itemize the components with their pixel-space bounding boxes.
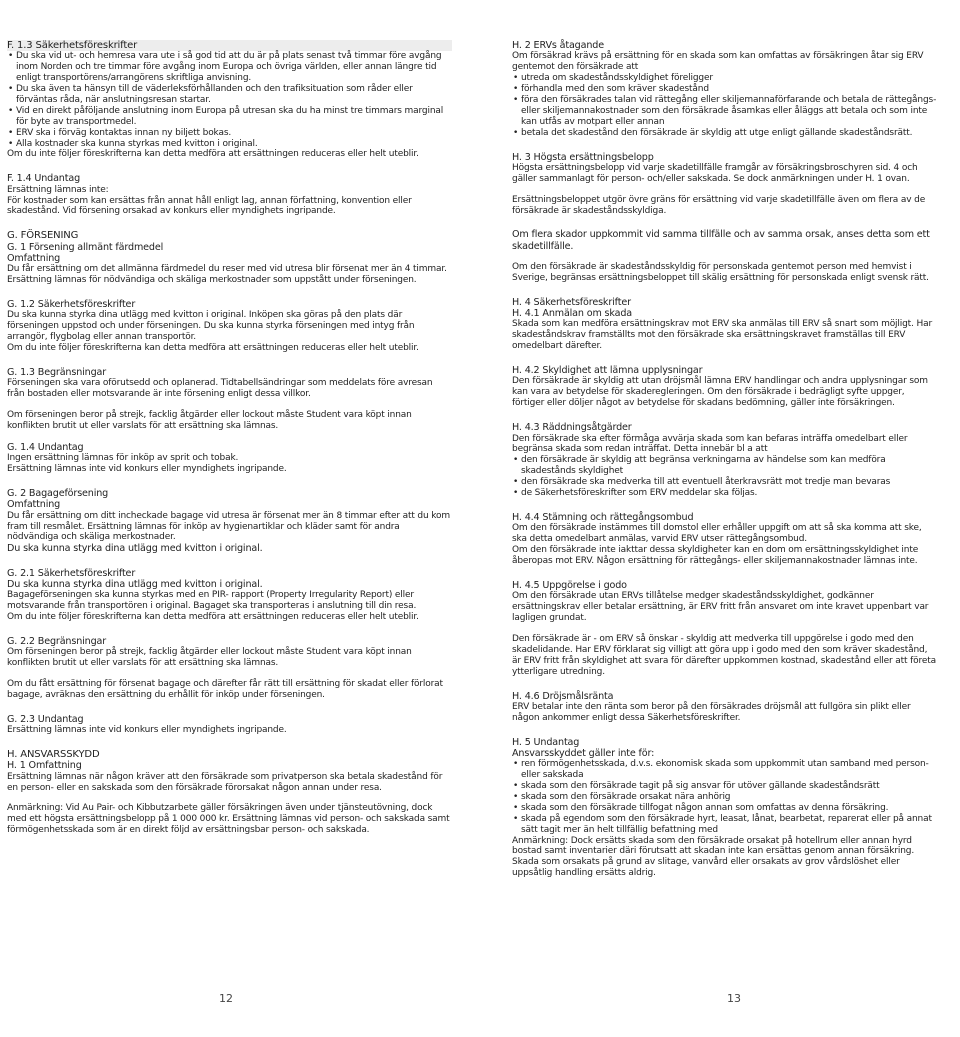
paragraph: Ingen ersättning lämnas för inköp av sprit och tobak.	[7, 453, 239, 464]
section-heading: H. 4.4 Stämning och rättegångsombud	[512, 511, 694, 523]
note-paragraph: Anmärkning: Vid Au Pair- och Kibbutzarbete gäller försäkringen även under tjänsteutövning, dock med ett högsta ersättningsbelopp på 1 000 000 kr. Ersättning lämnas vid person- och sakskada samt förmögenhetsskada som är en direkt följd av ersättningsbar person- och sakskada.	[7, 803, 450, 836]
list-item: • Vid en direkt påföljande anslutning inom Europa på utresan ska du ha minst tre timmars marginal för byte av transportmedel.	[7, 106, 452, 128]
section-heading: H. 1 Omfattning	[7, 760, 82, 772]
list-item: • utreda om skadeståndsskyldighet föreligger	[512, 73, 937, 84]
section-heading: H. 5 Undantag	[512, 736, 580, 748]
paragraph: Du får ersättning om det allmänna färdmedel du reser med vid utresa blir försenat mer än 4 timmar. Ersättning lämnas för nödvändiga och skäliga merkostnader som uppstått under förseningen.	[7, 264, 447, 286]
list-item: • förhandla med den som kräver skadestånd	[512, 84, 937, 95]
paragraph: Högsta ersättningsbelopp vid varje skadetillfälle framgår av försäkringsbroschyren sid. 4 och gäller sammanlagt för person- och/eller sakskada. Se dock anmärkningen under H. 1 ovan.	[512, 162, 918, 184]
paragraph: För kostnader som kan ersättas från annat håll enligt lag, annan författning, konvention eller skadestånd. Vid försening orsakad av konkurs eller myndighets ingripande.	[7, 195, 412, 217]
paragraph: Om den försäkrade utan ERVs tillåtelse medger skadeståndsskyldighet, godkänner ersättningskrav eller betalar ersättning, är ERV fritt från ansvaret om inte kravet uppenbart var lagligen grundat.	[512, 591, 929, 623]
paragraph: Skada som kan medföra ersättningskrav mot ERV ska anmälas till ERV så snart som möjligt. Har skadeståndskrav framställts mot den försäkrade ska ersättningskravet framställas till ERV omedelbart därefter.	[512, 319, 932, 352]
paragraph: Om den försäkrade instämmes till domstol eller erhåller uppgift om att så ska komma att ske, ska detta omedelbart anmälas, varvid ERV utser rättegångsombud.	[512, 523, 922, 545]
list-item: • betala det skadestånd den försäkrade är skyldig att utge enligt gällande skadeståndsrätt.	[512, 128, 937, 139]
section-f13	[7, 40, 452, 51]
subsection-label: Omfattning	[7, 499, 61, 511]
section-heading: H. 4.5 Uppgörelse i godo	[512, 579, 627, 591]
list-item: • skada som den försäkrade tillfogat någon annan som omfattas av denna försäkring.	[512, 803, 937, 814]
bullet-list	[7, 51, 452, 149]
paragraph: Du ska kunna styrka dina utlägg med kvitton i original. Inköpen ska göras på den plats där förseningen uppstod och under förseningen. Du ska kunna styrka förseningen med intyg från arrangör, flygbolag eller annan transportör.	[7, 310, 415, 343]
paragraph: Om du inte följer föreskrifterna kan detta medföra att ersättningen reduceras eller helt uteblir.	[7, 343, 419, 354]
section-heading: H. 3 Högsta ersättningsbelopp	[512, 151, 654, 163]
paragraph: Den försäkrade är - om ERV så önskar - skyldig att medverka till uppgörelse i godo med den skadelidande. Har ERV förklarat sig villigt att göra upp i godo med den som kräver skadestånd, är ERV fritt från skyldighet att svara för därefter uppkommen kostnad, skadestånd eller att företa ytterligare utredning.	[512, 633, 937, 677]
section-heading: H. 4.3 Räddningsåtgärder	[512, 422, 632, 434]
chapter-heading: H. ANSVARSSKYDD	[7, 749, 100, 761]
paragraph: Bagageförseningen ska kunna styrkas med en PIR- rapport (Property Irregularity Report) eller motsvarande från transportören i original. Bagaget ska transporteras i anslutning till din resa.	[7, 590, 417, 612]
paragraph: Du får ersättning om ditt incheckade bagage vid utresa är försenat mer än 8 timmar efter att du kom fram till resmålet. Ersättning lämnas för inköp av hygienartiklar och kläder samt för andra nödvändiga och skäliga merkostnader.	[7, 510, 450, 543]
left-column	[7, 40, 452, 836]
paragraph: Du ska kunna styrka dina utlägg med kvitton i original.	[7, 578, 263, 590]
right-column	[512, 40, 937, 879]
section-heading: F. 1.4 Undantag	[7, 173, 81, 185]
section-heading: G. 2.1 Säkerhetsföreskrifter	[7, 567, 136, 579]
paragraph: Den försäkrade ska efter förmåga avvärja skada som kan befaras inträffa omedelbart eller begränsa skada som redan inträffat. Detta innebär bl a att	[512, 433, 908, 455]
list-item: • den försäkrade ska medverka till att eventuell återkravsrätt mot tredje man bevaras	[512, 477, 937, 488]
paragraph: Förseningen ska vara oförutsedd och oplanerad. Tidtabellsändringar som meddelats före avresan från bostaden eller motsvarande är inte försening enligt dessa villkor.	[7, 378, 433, 400]
paragraph: Ersättning lämnas när någon kräver att den försäkrade som privatperson ska betala skadestånd för en person- eller en sakskada som den försäkrade förorsakat någon annan under resa.	[7, 771, 443, 793]
subsection-label: Omfattning	[7, 252, 61, 264]
list-item: • Alla kostnader ska kunna styrkas med kvitton i original.	[7, 139, 452, 150]
list-item: • de Säkerhetsföreskrifter som ERV meddelar ska följas.	[512, 488, 937, 499]
paragraph: Du ska kunna styrka dina utlägg med kvitton i original.	[7, 543, 263, 555]
paragraph: Om du fått ersättning för försenat bagage och därefter får rätt till ersättning för skadat eller förlorat bagage, avräknas den ersättning du erhållit för inköp under förseningen.	[7, 679, 443, 700]
section-heading: G. 1.2 Säkerhetsföreskrifter	[7, 299, 136, 311]
list-item: • Du ska vid ut- och hemresa vara ute i så god tid att du är på plats senast två timmar före avgång inom Norden och tre timmar före avgång inom Europa och övriga världen, eller annan längre tid enligt transportörens/arrangörens skriftliga anvisning.	[7, 51, 452, 84]
paragraph: Den försäkrade är skyldig att utan dröjsmål lämna ERV handlingar och andra upplysningar som kan vara av betydelse för skaderegleringen. Om den försäkrade i bedrägligt syfte uppger, förtiger eller döljer något av betydelse för skadans bedömning, gäller inte försäkringen.	[512, 376, 928, 409]
paragraph: Om försäkrad krävs på ersättning för en skada som kan omfattas av försäkringen åtar sig ERV gentemot den försäkrade att	[512, 51, 924, 73]
right-page	[480, 0, 960, 1037]
bullet-list	[512, 455, 937, 499]
section-heading: H. 4.6 Dröjsmålsränta	[512, 690, 614, 702]
note-paragraph	[512, 836, 937, 880]
list-item: • skada på egendom som den försäkrade hyrt, leasat, lånat, bearbetat, reparerat eller på annat sätt tagit mer än helt tillfällig befattning med	[512, 814, 937, 836]
paragraph: Om den försäkrade inte iakttar dessa skyldigheter kan en dom om ersättningsskyldighet inte åberopas mot ERV. Någon ersättning för rättegångs- eller skiljemannakostnader lämnas inte.	[512, 545, 919, 566]
list-item: • föra den försäkrades talan vid rättegång eller skiljemannaförfarande och betala de rättegångs- eller skiljemannakostnader som den försäkrade åsamkas eller åläggs att betala och som inte kan utfås av motpart eller annan	[512, 95, 937, 128]
note-text: Dock ersätts skada som den försäkrade orsakat på hotellrum eller annan hyrd bostad samt inventarier däri förutsatt att skadan inte kan ersättas genom annan försäkring. Skada som orsakats på grund av slitage, vanvård eller orsakats av grov vårdslöshet eller uppsåtlig handling ersätts aldrig.	[512, 835, 915, 879]
paragraph: Om du inte följer föreskrifterna kan detta medföra att ersättningen reduceras eller helt uteblir.	[7, 149, 419, 160]
list-item: • ren förmögenhetsskada, d.v.s. ekonomisk skada som uppkommit utan samband med person- eller sakskada	[512, 759, 937, 781]
section-heading: F. 1.3 Säkerhetsföreskrifter	[7, 40, 138, 51]
section-heading: G. 1.3 Begränsningar	[7, 367, 107, 378]
section-heading: H. 4.1 Anmälan om skada	[512, 308, 633, 320]
list-item: • ERV ska i förväg kontaktas innan ny biljett bokas.	[7, 128, 452, 139]
bullet-list	[512, 73, 937, 138]
paragraph: Ersättning lämnas inte vid konkurs eller myndighets ingripande.	[7, 725, 287, 736]
paragraph: Om den försäkrade är skadeståndsskyldig för personskada gentemot person med hemvist i Sverige, begränsas ersättningsbeloppet till skälig ersättning för personskada enligt svensk rätt.	[512, 262, 929, 283]
list-item: • skada som den försäkrade orsakat nära anhörig	[512, 792, 937, 803]
subsection-label: Ansvarsskyddet gäller inte för:	[512, 747, 655, 759]
page-number: 12	[219, 992, 233, 1005]
section-heading: H. 4.2 Skyldighet att lämna upplysningar	[512, 365, 703, 377]
section-heading: G. 1 Försening allmänt färdmedel	[7, 241, 164, 253]
paragraph: ERV betalar inte den ränta som beror på den försäkrades dröjsmål att fullgöra sin plikt eller någon ankommer enligt dessa Säkerhetsföreskrifter.	[512, 701, 911, 723]
section-heading: G. 2.3 Undantag	[7, 713, 84, 725]
chapter-heading: G. FÖRSENING	[7, 230, 79, 242]
paragraph: Ersättning lämnas inte vid konkurs eller myndighets ingripande.	[7, 464, 287, 475]
list-item: • den försäkrade är skyldig att begränsa verkningarna av händelse som kan medföra skadestånds skyldighet	[512, 455, 937, 477]
paragraph: Om förseningen beror på strejk, facklig åtgärder eller lockout måste Student vara köpt innan konflikten brutit ut eller varslats för att ersättning ska lämnas.	[7, 410, 412, 432]
note-label: Anmärkning:	[512, 835, 569, 846]
page-number: 13	[727, 992, 741, 1005]
paragraph: Om förseningen beror på strejk, facklig åtgärder eller lockout måste Student vara köpt innan konflikten brutit ut eller varslats för att ersättning ska lämnas.	[7, 647, 412, 669]
section-heading: H. 4 Säkerhetsföreskrifter	[512, 296, 631, 308]
section-heading: H. 2 ERVs åtagande	[512, 40, 604, 51]
paragraph: Ersättning lämnas inte:	[7, 184, 109, 195]
section-heading: G. 2 Bagageförsening	[7, 488, 109, 500]
paragraph: Ersättningsbeloppet utgör övre gräns för ersättning vid varje skadetillfälle även om flera av de försäkrade är skadeståndsskyldiga.	[512, 194, 926, 216]
paragraph: Om du inte följer föreskrifterna kan detta medföra att ersättningen reduceras eller helt uteblir.	[7, 612, 419, 623]
bullet-list	[512, 759, 937, 835]
list-item: • Du ska även ta hänsyn till de väderleksförhållanden och den trafiksituation som råder eller förväntas råda, när anslutningsresan startar.	[7, 84, 452, 106]
section-heading: G. 2.2 Begränsningar	[7, 635, 107, 647]
section-heading: G. 1.4 Undantag	[7, 441, 84, 453]
bold-paragraph: Om flera skador uppkommit vid samma tillfälle och av samma orsak, anses detta som ett skadetillfälle.	[512, 229, 930, 252]
list-item: • skada som den försäkrade tagit på sig ansvar för utöver gällande skadeståndsrätt	[512, 781, 937, 792]
